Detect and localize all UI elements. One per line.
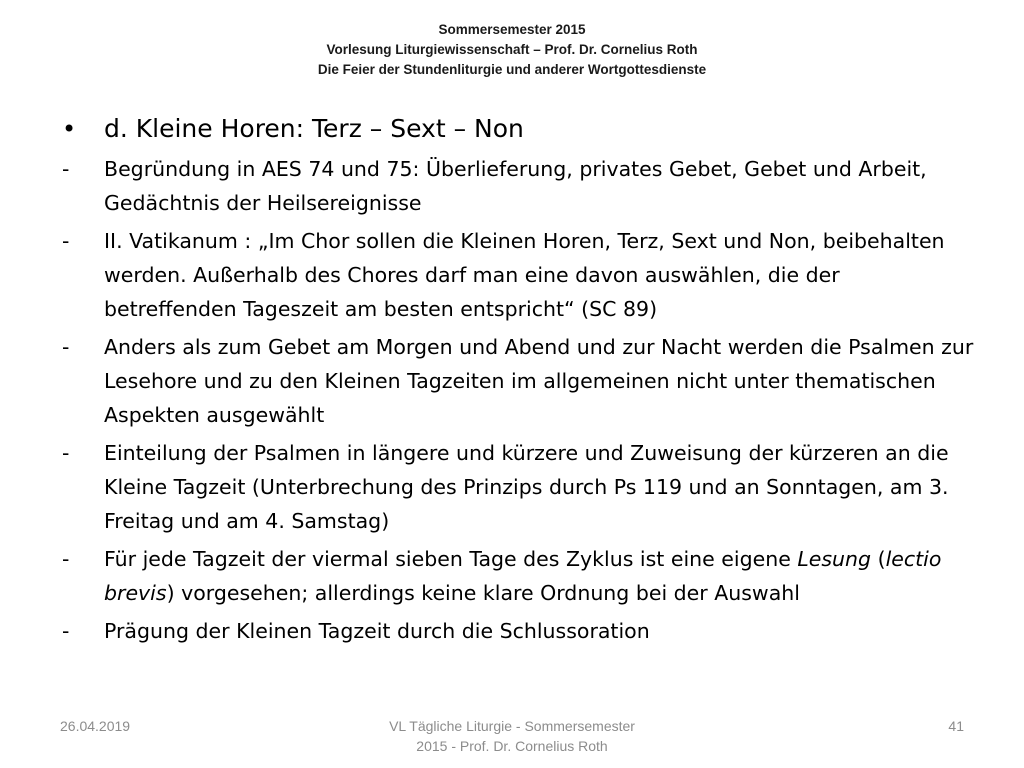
italic-term-lesung: Lesung [797, 547, 872, 571]
list-item-text: Einteilung der Psalmen in längere und kürzere und Zuweisung der kürzeren an die Kleine Tagzeit (Unterbrechung des Prinzips durch Ps 119 und an Sonntagen, am 3. Freitag und am 4. Samstag) [104, 441, 949, 533]
bullet-icon: • [62, 115, 77, 143]
slide-header [0, 20, 1024, 80]
text-segment: ( [871, 547, 886, 571]
italic-term-lectio-brevis: lectio brevis [104, 547, 942, 605]
dash-marker: - [62, 547, 70, 571]
text-segment: ) vorgesehen; allerdings keine klare Ordnung bei der Auswahl [166, 581, 800, 605]
list-item-text: Anders als zum Gebet am Morgen und Abend und zur Nacht werden die Psalmen zur Lesehore und zu den Kleinen Tagzeiten im allgemeinen nicht unter thematischen Aspekten ausgewählt [104, 335, 974, 427]
dash-marker: - [62, 157, 70, 181]
header-topic: Die Feier der Stundenliturgie und anderer Wortgottesdienste [317, 62, 707, 77]
list-item [58, 330, 978, 432]
list-item-text: Begründung in AES 74 und 75: Überlieferung, privates Gebet, Gebet und Arbeit, Gedächtnis der Heilsereignisse [104, 157, 927, 215]
footer-title [312, 716, 712, 756]
section-heading [58, 110, 978, 148]
page-number: 41 [948, 718, 964, 734]
dash-marker: - [62, 335, 70, 359]
list-item [58, 224, 978, 326]
list-item [58, 614, 978, 648]
text-segment: Für jede Tagzeit der viermal sieben Tage des Zyklus ist eine eigene [104, 547, 798, 571]
section-heading-text: d. Kleine Horen: Terz – Sext – Non [104, 114, 524, 143]
footer-title-line1: VL Tägliche Liturgie - Sommersemester [389, 718, 635, 734]
dash-marker: - [62, 441, 70, 465]
footer-date: 26.04.2019 [60, 718, 131, 734]
header-lecture: Vorlesung Liturgiewissenschaft – Prof. Dr. Cornelius Roth [326, 42, 698, 57]
list-item [58, 542, 978, 610]
dash-marker: - [62, 229, 70, 253]
dash-marker: - [62, 619, 70, 643]
header-semester: Sommersemester 2015 [438, 22, 586, 37]
list-item-text [104, 542, 978, 610]
list-item [58, 152, 978, 220]
list-item-text: II. Vatikanum : „Im Chor sollen die Kleinen Horen, Terz, Sext und Non, beibehalten werden. Außerhalb des Chores darf man eine davon auswählen, die der betreffenden Tageszeit am besten entspricht“ (SC 89) [104, 229, 945, 321]
list-item-text: Prägung der Kleinen Tagzeit durch die Schlussoration [104, 619, 650, 643]
footer-title-line2: 2015 - Prof. Dr. Cornelius Roth [416, 738, 608, 754]
list-item [58, 436, 978, 538]
slide-content [58, 110, 978, 652]
